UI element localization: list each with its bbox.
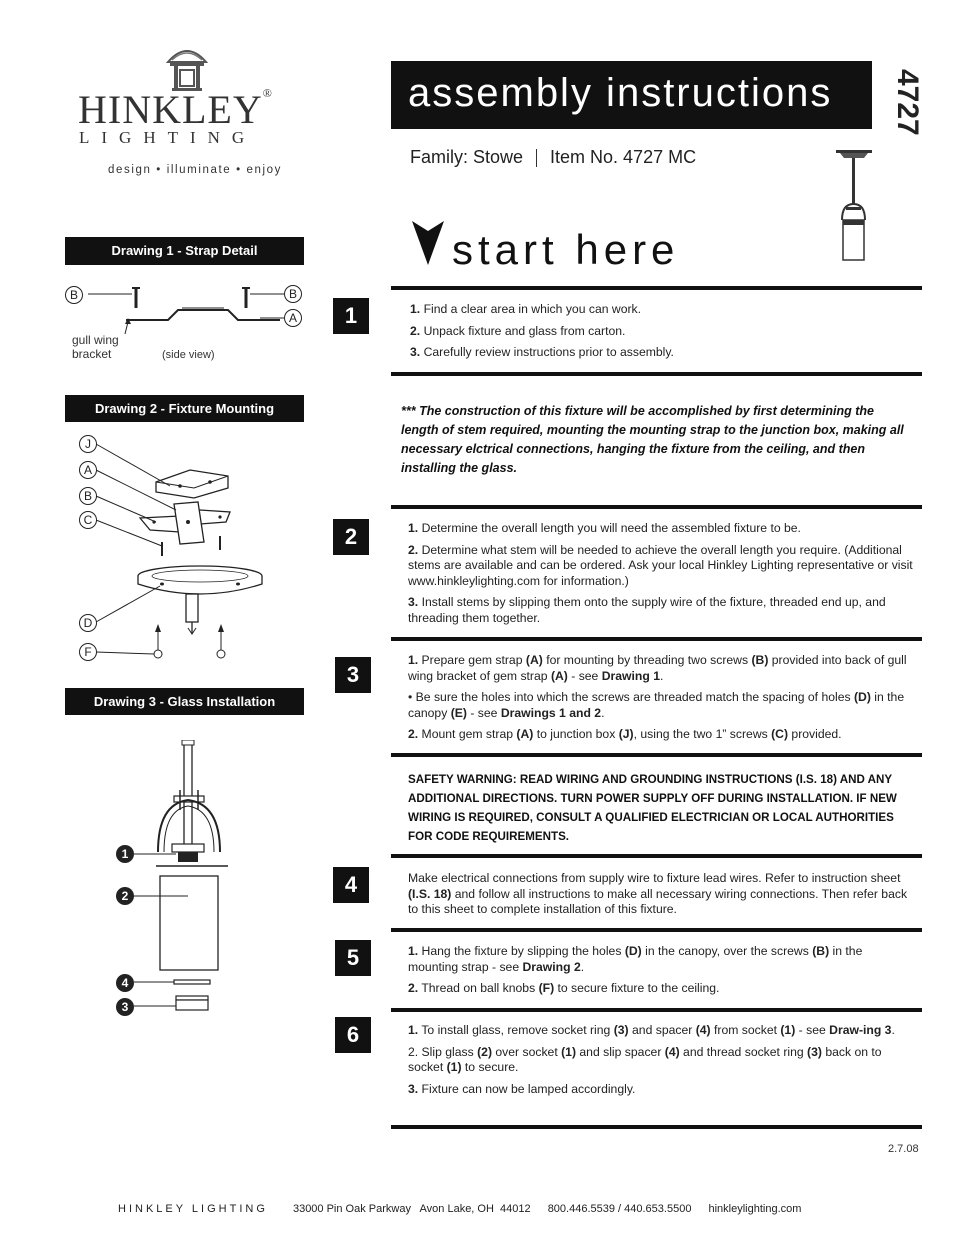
- callout-b-right: B: [284, 285, 302, 303]
- logo-wordmark: HINKLEY®: [78, 86, 273, 132]
- start-arrow-icon: [410, 219, 446, 267]
- drawing-1-header: Drawing 1 - Strap Detail: [65, 237, 304, 265]
- step-5-text: [408, 944, 914, 1003]
- callout-d: D: [79, 614, 97, 632]
- list-item: 3. Install stems by slipping them onto the supply wire of the fixture, threaded end up, and threading them together.: [408, 595, 886, 625]
- footer-brand: HINKLEY LIGHTING: [118, 1203, 268, 1215]
- list-item: 2. Thread on ball knobs (F) to secure fixture to the ceiling.: [408, 981, 720, 995]
- family-line: [410, 147, 696, 168]
- step-1-text: [410, 302, 910, 367]
- list-item: 2. Determine what stem will be needed to achieve the overall length you require. (Additional stems are available and can be ordered. Ask your local Hinkley Lighting representative or visit www.hinkleylighting.com for information.): [408, 542, 913, 588]
- item-number: Item No. 4727 MC: [550, 147, 697, 167]
- footer: [118, 1203, 918, 1215]
- callout-c: C: [79, 511, 97, 529]
- step-5-number: 5: [335, 940, 371, 976]
- callout-a: A: [284, 309, 302, 327]
- logo-sub: LIGHTING: [79, 128, 257, 147]
- list-item: 3. Fixture can now be lamped accordingly.: [408, 1081, 636, 1096]
- callout-3: 3: [116, 998, 134, 1016]
- divider-rule: [391, 637, 922, 641]
- drawing-2-header: Drawing 2 - Fixture Mounting: [65, 395, 304, 422]
- step-2-number: 2: [333, 519, 369, 555]
- divider-rule: [391, 286, 922, 290]
- start-here-heading: start here: [452, 226, 680, 273]
- list-item: 1. Prepare gem strap (A) for mounting by threading two screws (B) provided into back of gull wing bracket of gem strap (A) - see Drawing 1.: [408, 653, 907, 683]
- drawing-3-header: Drawing 3 - Glass Installation: [65, 688, 304, 715]
- list-item: 1. Find a clear area in which you can work.: [410, 302, 642, 316]
- divider-rule: [391, 854, 922, 858]
- divider-rule: [391, 1008, 922, 1012]
- revision-date: 2.7.08: [888, 1143, 919, 1155]
- lantern-logo-icon: [164, 42, 210, 92]
- step-6-number: 6: [335, 1017, 371, 1053]
- step-6-text: [408, 1023, 904, 1103]
- step-2-text: [408, 521, 914, 632]
- list-item: 2. Unpack fixture and glass from carton.: [410, 323, 626, 338]
- logo-tagline: design • illuminate • enjoy: [108, 164, 282, 176]
- model-number: 4727: [891, 69, 924, 136]
- gull-wing-label: gull wing bracket: [72, 333, 119, 361]
- safety-warning: SAFETY WARNING: READ WIRING AND GROUNDING INSTRUCTIONS (I.S. 18) AND ANY ADDITIONAL DIRECTIONS. TURN POWER SUPPLY OFF DURING INSTALLATION. IF NEW WIRING IS REQUIRED, CONSULT A QUALIFIED ELECTRICIAN OR LOCAL AUTHORITIES FOR CODE REQUIREMENTS.: [408, 773, 897, 843]
- title-bar: [391, 61, 872, 129]
- step-1-number: 1: [333, 298, 369, 334]
- list-item: 1. To install glass, remove socket ring (3) and spacer (4) from socket (1) - see Draw-ing 3.: [408, 1023, 895, 1037]
- divider-rule: [391, 505, 922, 509]
- footer-address: 33000 Pin Oak Parkway Avon Lake, OH 44012: [292, 1203, 531, 1215]
- callout-j: J: [79, 435, 97, 453]
- family-name: Family: Stowe: [410, 147, 524, 167]
- callout-4: 4: [116, 974, 134, 992]
- callout-b-left: B: [65, 286, 83, 304]
- step-4-text: [408, 871, 914, 924]
- callout-f: F: [79, 643, 97, 661]
- side-view-label: (side view): [162, 349, 215, 361]
- list-item: Make electrical connections from supply wire to fixture lead wires. Refer to instruction sheet (I.S. 18) and follow all instructions to make all necessary wiring connections. Then refer back to this sheet to complete installation of this fixture.: [408, 871, 908, 916]
- list-item: 1. Determine the overall length you will need the assembled fixture to be.: [408, 521, 801, 535]
- divider-rule: [391, 1125, 922, 1129]
- fixture-mounting-drawing: [70, 432, 310, 672]
- divider-rule: [391, 372, 922, 376]
- pendant-fixture-icon: [834, 150, 874, 262]
- callout-a: A: [79, 461, 97, 479]
- logo: [72, 42, 312, 182]
- list-item: 1. Hang the fixture by slipping the holes (D) in the canopy, over the screws (B) in the mounting strap - see Drawing 2.: [408, 944, 863, 974]
- page-title: assembly instructions: [408, 71, 833, 115]
- step-3-number: 3: [335, 657, 371, 693]
- family-separator: [536, 149, 537, 167]
- footer-phone: 800.446.5539 / 440.653.5500: [547, 1203, 692, 1215]
- step-3-text: [408, 653, 914, 749]
- callout-2: 2: [116, 887, 134, 905]
- list-item: 3. Carefully review instructions prior to assembly.: [410, 345, 674, 359]
- callout-b: B: [79, 487, 97, 505]
- step-4-number: 4: [333, 867, 369, 903]
- footer-website[interactable]: hinkleylighting.com: [708, 1203, 802, 1215]
- divider-rule: [391, 753, 922, 757]
- callout-1: 1: [116, 845, 134, 863]
- list-item: 2. Mount gem strap (A) to junction box (J), using the two 1” screws (C) provided.: [408, 727, 842, 741]
- construction-note: *** The construction of this fixture will be accomplished by first determining the length of stem required, mounting the mounting strap to the junction box, making all necessary elctrical connections, hanging the fixture from the ceiling, and then installing the glass.: [401, 404, 904, 475]
- list-item: • Be sure the holes into which the screws are threaded match the spacing of holes (D) in the canopy (E) - see Drawings 1 and 2.: [408, 690, 905, 720]
- list-item: 2. Slip glass (2) over socket (1) and slip spacer (4) and thread socket ring (3) back on to socket (1) to secure.: [408, 1044, 882, 1074]
- divider-rule: [391, 928, 922, 932]
